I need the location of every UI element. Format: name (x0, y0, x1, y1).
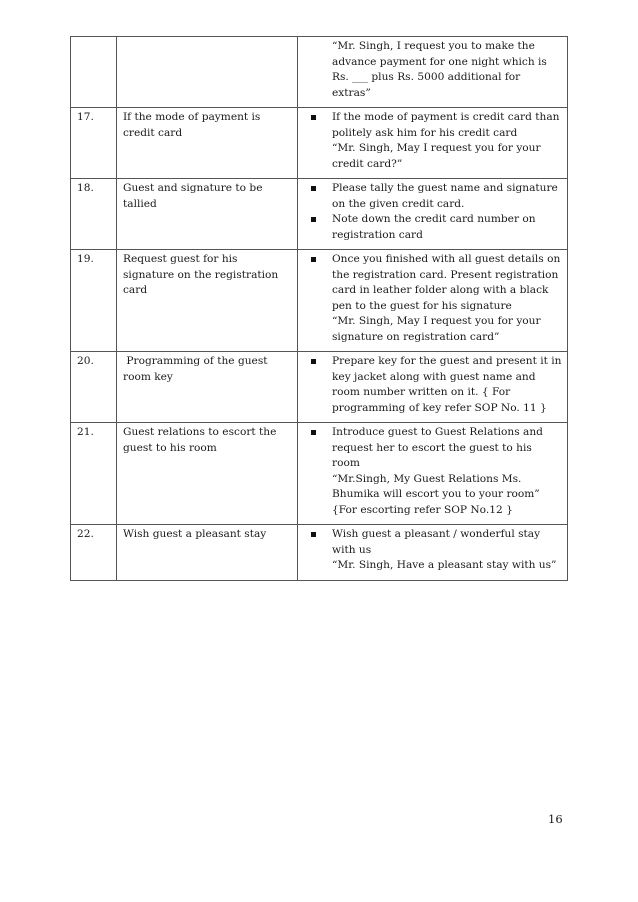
action-bullet-list (298, 252, 562, 314)
step-description: Request guest for his signature on the registration card (117, 250, 298, 352)
table-row (71, 423, 568, 525)
action-bullet: Note down the credit card number on registration card (298, 212, 562, 243)
step-action (298, 108, 568, 179)
script-line: {For escorting refer SOP No.12 } (332, 503, 513, 516)
step-action (298, 423, 568, 525)
script-line: “Mr.Singh, My Guest Relations Ms. Bhumika will escort you to your room” (332, 472, 540, 500)
table-row (71, 108, 568, 179)
action-bullet-list (298, 354, 562, 416)
action-bullet: Introduce guest to Guest Relations and request her to escort the guest to his room (298, 425, 562, 472)
step-description: Wish guest a pleasant stay (117, 525, 298, 581)
action-bullet-list (298, 181, 562, 243)
step-description: Programming of the guest room key (117, 352, 298, 423)
script-line: “Mr. Singh, May I request you for your credit card?” (332, 142, 541, 170)
step-action (298, 179, 568, 250)
step-number (71, 37, 117, 108)
sop-table (70, 36, 568, 581)
step-number: 18. (71, 179, 117, 250)
step-description: Guest and signature to be tallied (117, 179, 298, 250)
action-bullet: Prepare key for the guest and present it in key jacket along with guest name and room number written on it. { For programming of key refer SOP No. 11 } (298, 354, 562, 416)
step-number: 22. (71, 525, 117, 581)
step-action (298, 250, 568, 352)
step-number: 21. (71, 423, 117, 525)
step-number: 19. (71, 250, 117, 352)
script-line: “Mr. Singh, May I request you for your signature on registration card” (332, 315, 541, 343)
action-bullet: If the mode of payment is credit card than politely ask him for his credit card (298, 110, 562, 141)
table-row (71, 250, 568, 352)
action-bullet: Wish guest a pleasant / wonderful stay with us (298, 527, 562, 558)
table-row (71, 179, 568, 250)
action-bullet: Please tally the guest name and signature on the given credit card. (298, 181, 562, 212)
step-number: 20. (71, 352, 117, 423)
table-row (71, 37, 568, 108)
step-action (298, 37, 568, 108)
script-line: “Mr. Singh, Have a pleasant stay with us” (332, 559, 557, 571)
table-row (71, 525, 568, 581)
step-description (117, 37, 298, 108)
step-description: Guest relations to escort the guest to his room (117, 423, 298, 525)
table-row (71, 352, 568, 423)
action-bullet: Once you finished with all guest details on the registration card. Present registration card in leather folder along with a black pen to the guest for his signature (298, 252, 562, 314)
action-bullet-list (298, 110, 562, 141)
page-number: 16 (548, 812, 563, 826)
step-action (298, 352, 568, 423)
step-number: 17. (71, 108, 117, 179)
action-bullet-list (298, 425, 562, 472)
script-line: “Mr. Singh, I request you to make the advance payment for one night which is Rs. ___ plus Rs. 5000 additional for extras” (332, 40, 547, 99)
action-bullet-list (298, 527, 562, 558)
step-description: If the mode of payment is credit card (117, 108, 298, 179)
sop-table-body (71, 37, 568, 581)
step-action (298, 525, 568, 581)
